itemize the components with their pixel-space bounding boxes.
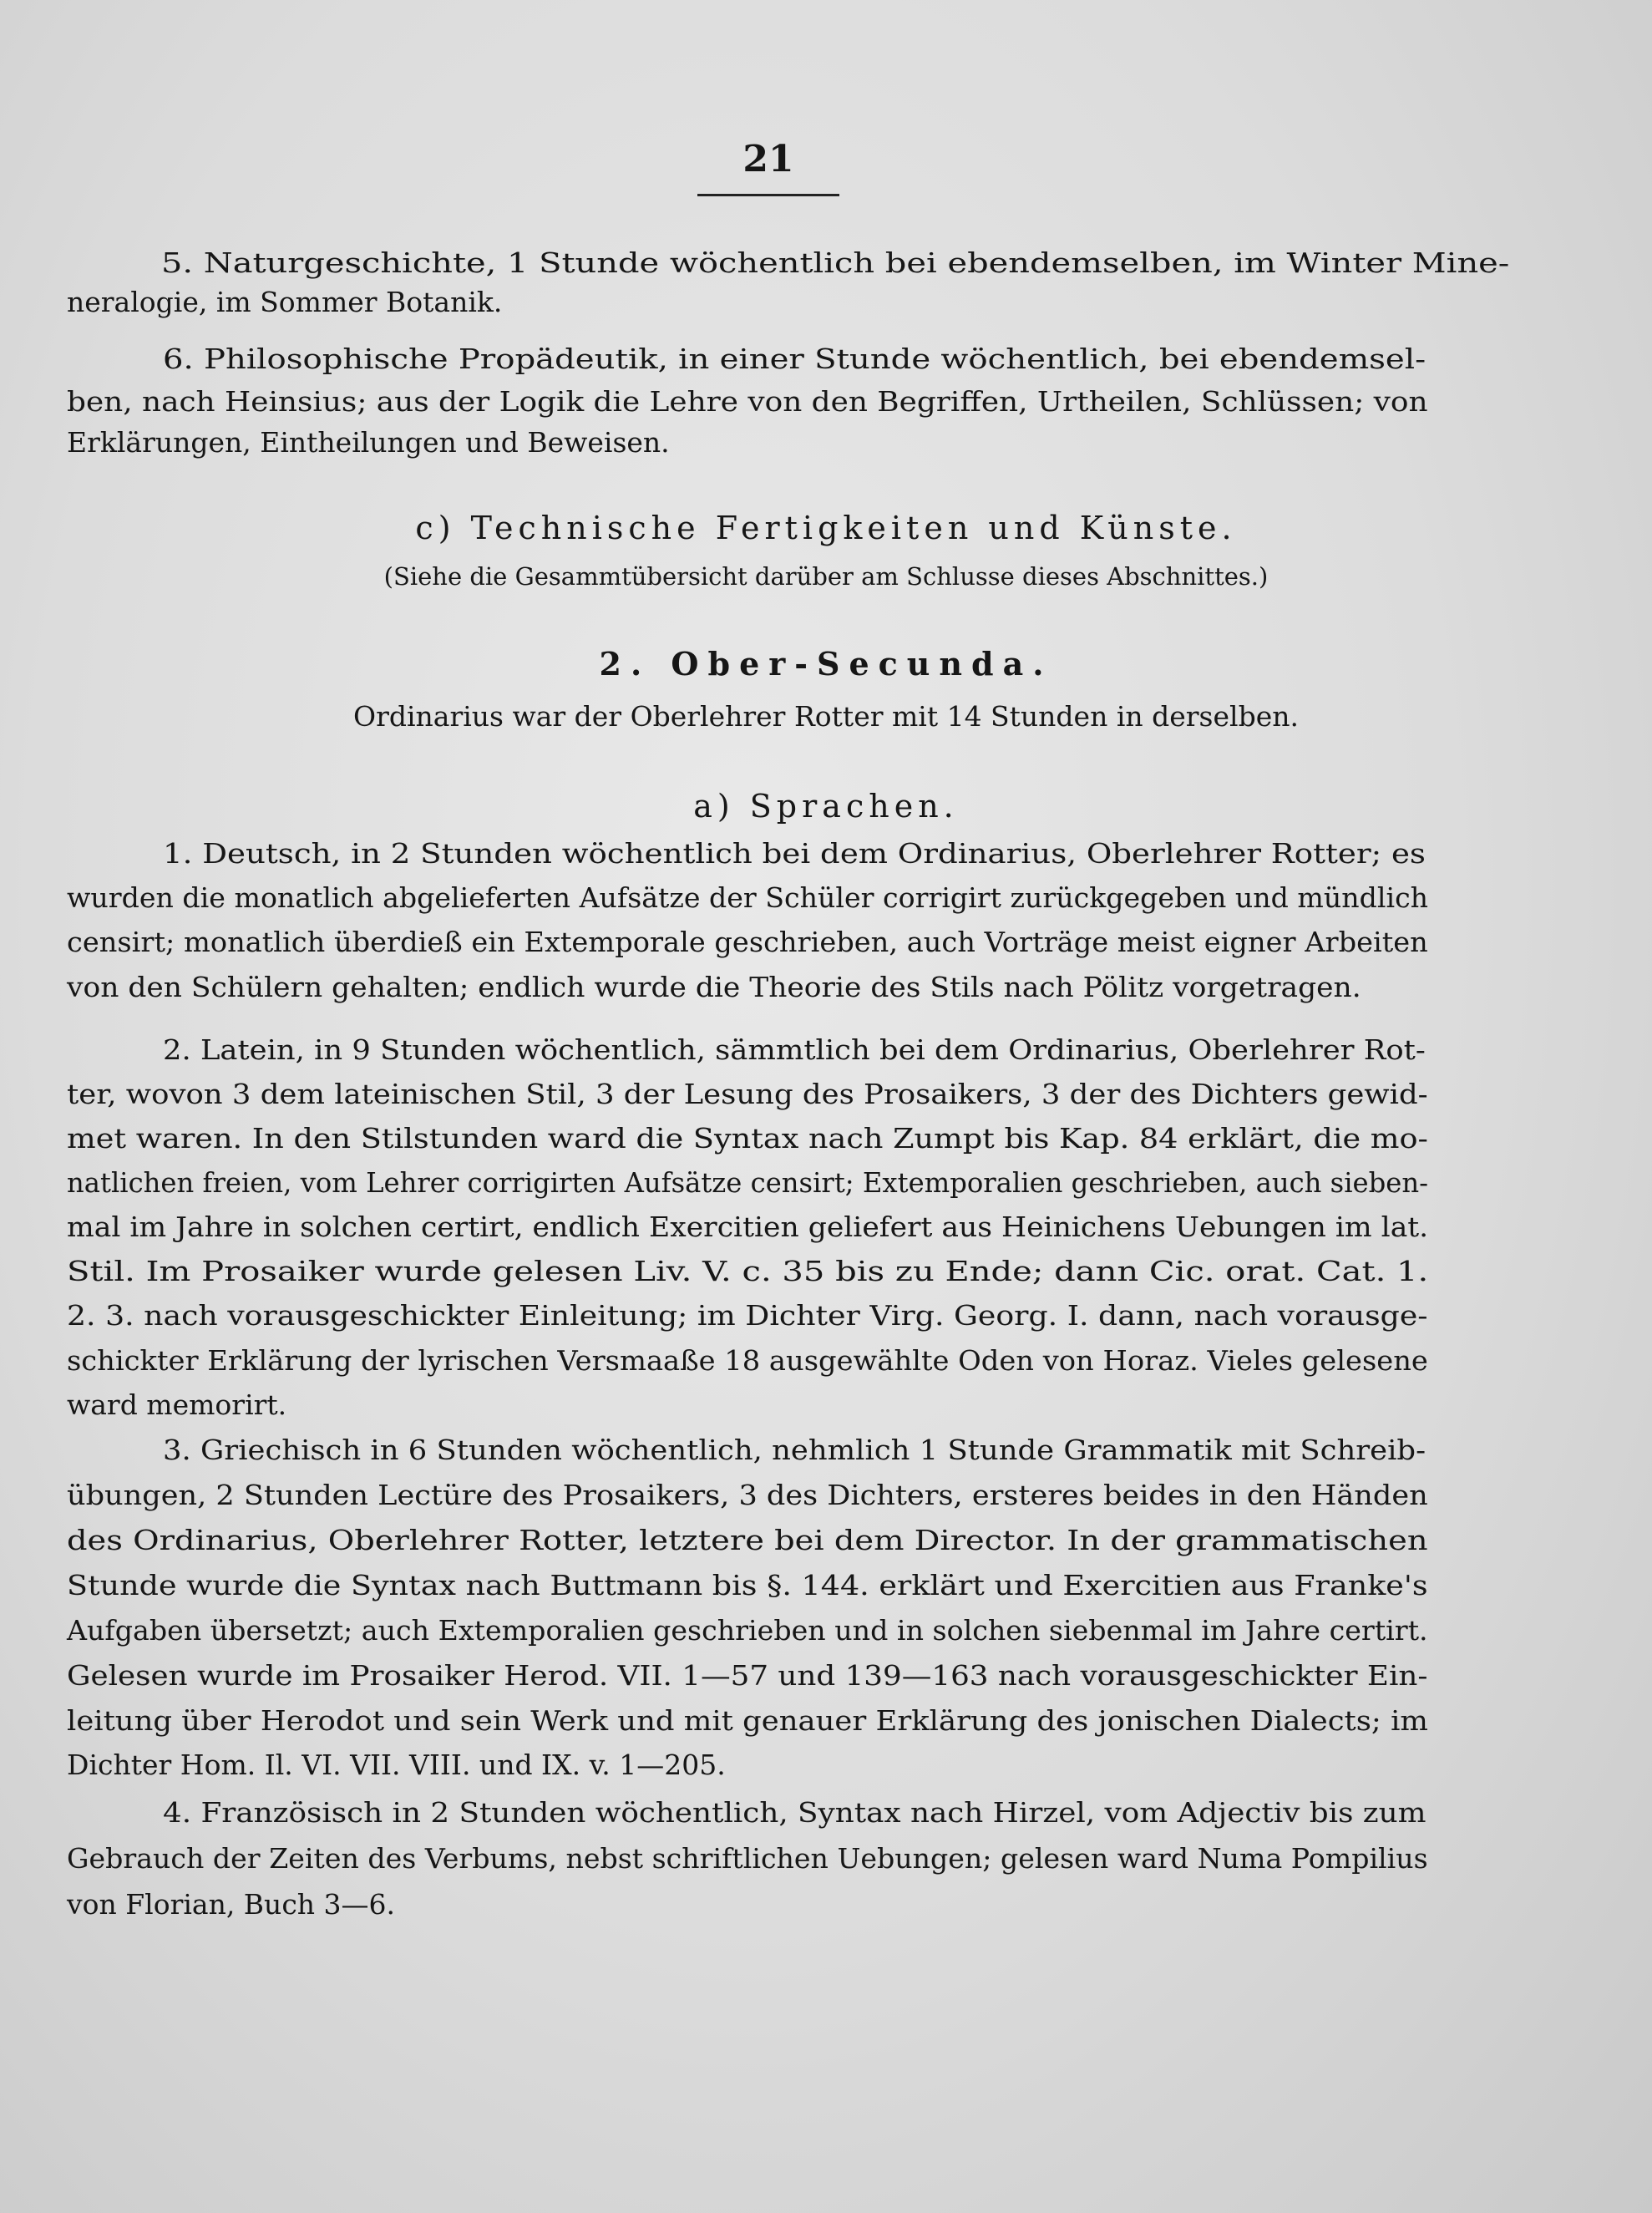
page-number-rule <box>697 194 839 196</box>
section-note: (Siehe die Gesammtübersicht darüber am Schlusse dieses Abschnittes.) <box>383 562 1269 591</box>
text-line: neralogie, im Sommer Botanik. <box>67 286 503 318</box>
text-line: Dichter Hom. Il. VI. VII. VIII. und IX. v. 1—205. <box>67 1749 726 1781</box>
text-line: 5. Naturgeschichte, 1 Stunde wöchentlich bei ebendemselben, im Winter Mine- <box>161 246 1510 279</box>
text-line: met waren. In den Stilstunden ward die Syntax nach Zumpt bis Kap. 84 erklärt, die mo- <box>67 1122 1428 1155</box>
text-line: Gelesen wurde im Prosaiker Herod. VII. 1—57 und 139—163 nach vorausgeschickter Ein- <box>67 1659 1428 1692</box>
text-line: 2. 3. nach vorausgeschickter Einleitung; im Dichter Virg. Georg. I. dann, nach vorausge- <box>67 1299 1428 1332</box>
text-line: leitung über Herodot und sein Werk und mit genauer Erklärung des jonischen Dialects; im <box>67 1704 1428 1737</box>
text-line: übungen, 2 Stunden Lectüre des Prosaikers, 3 des Dichters, ersteres beides in den Händen <box>67 1479 1428 1511</box>
text-line: Erklärungen, Eintheilungen und Beweisen. <box>67 426 670 459</box>
page-number: 21 <box>742 138 794 180</box>
text-line: Aufgaben übersetzt; auch Extemporalien geschrieben und in solchen siebenmal im Jahre certirt. <box>67 1614 1428 1647</box>
text-line: 6. Philosophische Propädeutik, in einer Stunde wöchentlich, bei ebendemsel- <box>163 343 1426 375</box>
text-line: des Ordinarius, Oberlehrer Rotter, letztere bei dem Director. In der grammatischen <box>67 1524 1428 1556</box>
subsection-heading: a) Sprachen. <box>693 788 959 825</box>
text-line: von Florian, Buch 3—6. <box>67 1888 396 1921</box>
text-line: ward memorirt. <box>67 1388 287 1421</box>
text-line: ter, wovon 3 dem lateinischen Stil, 3 der Lesung des Prosaikers, 3 der des Dichters gewid- <box>67 1078 1428 1110</box>
text-line: schickter Erklärung der lyrischen Versmaaße 18 ausgewählte Oden von Horaz. Vieles gelesene <box>67 1344 1428 1377</box>
text-line: 2. Latein, in 9 Stunden wöchentlich, sämmtlich bei dem Ordinarius, Oberlehrer Rot- <box>163 1033 1426 1066</box>
text-line: 4. Französisch in 2 Stunden wöchentlich, Syntax nach Hirzel, vom Adjectiv bis zum <box>163 1796 1426 1829</box>
text-line: censirt; monatlich überdieß ein Extemporale geschrieben, auch Vorträge meist eigner Arbeiten <box>67 926 1428 958</box>
text-line: ben, nach Heinsius; aus der Logik die Lehre von den Begriffen, Urtheilen, Schlüssen; von <box>67 385 1428 418</box>
section-heading: c) Technische Fertigkeiten und Künste. <box>415 510 1237 546</box>
text-line: mal im Jahre in solchen certirt, endlich Exercitien geliefert aus Heinichens Uebungen im lat. <box>67 1211 1429 1243</box>
text-line: Gebrauch der Zeiten des Verbums, nebst schriftlichen Uebungen; gelesen ward Numa Pompilius <box>67 1842 1428 1875</box>
text-line: von den Schülern gehalten; endlich wurde die Theorie des Stils nach Pölitz vorgetragen. <box>67 971 1361 1003</box>
text-line: Stil. Im Prosaiker wurde gelesen Liv. V. c. 35 bis zu Ende; dann Cic. orat. Cat. 1. <box>67 1255 1429 1287</box>
text-line: Stunde wurde die Syntax nach Buttmann bis §. 144. erklärt und Exercitien aus Franke's <box>67 1569 1428 1601</box>
text-line: 1. Deutsch, in 2 Stunden wöchentlich bei dem Ordinarius, Oberlehrer Rotter; es <box>163 837 1426 870</box>
class-subheading: Ordinarius war der Oberlehrer Rotter mit 14 Stunden in derselben. <box>353 700 1299 733</box>
text-line: wurden die monatlich abgelieferten Aufsätze der Schüler corrigirt zurückgegeben und mündlich <box>67 881 1429 914</box>
text-line: natlichen freien, vom Lehrer corrigirten Aufsätze censirt; Extemporalien geschrieben, auch sieben- <box>67 1166 1429 1199</box>
text-line: 3. Griechisch in 6 Stunden wöchentlich, nehmlich 1 Stunde Grammatik mit Schreib- <box>163 1434 1426 1466</box>
class-heading: 2. Ober-Secunda. <box>599 645 1053 683</box>
